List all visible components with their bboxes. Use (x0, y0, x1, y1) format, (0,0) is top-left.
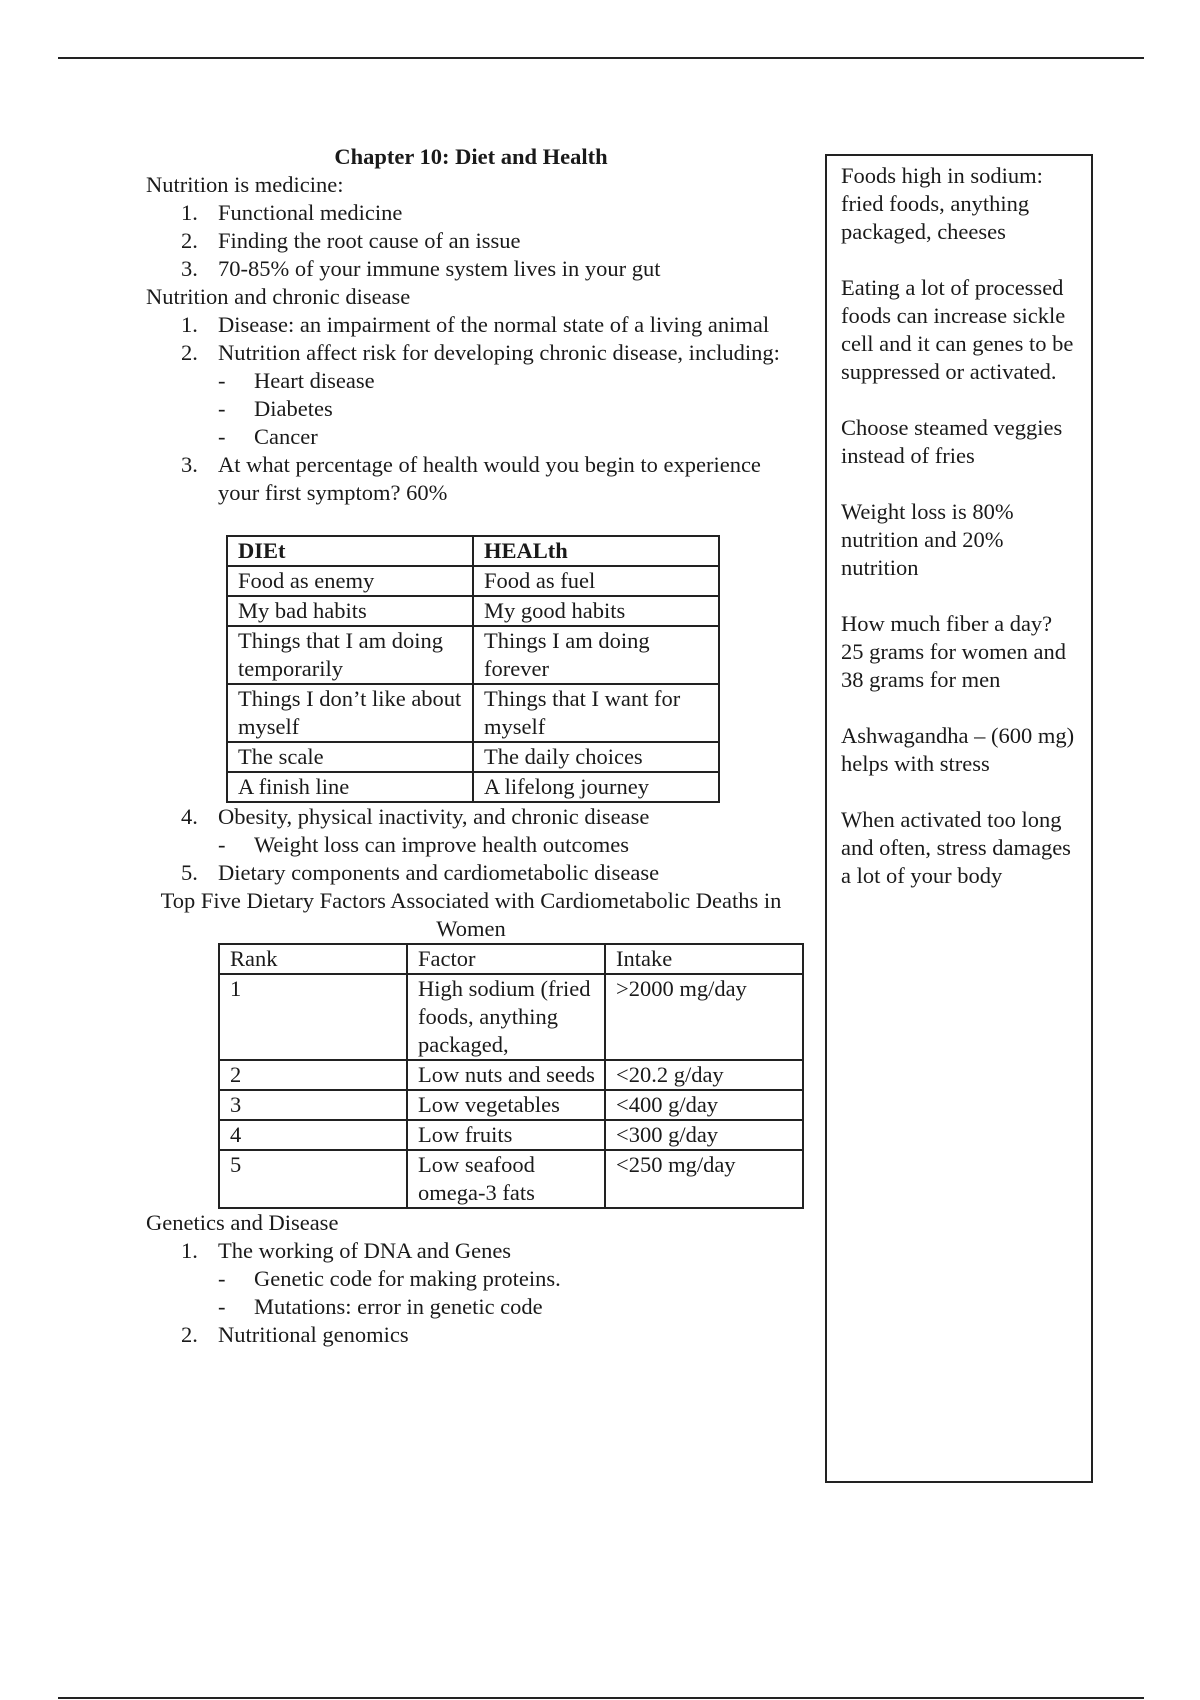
side-note: How much fiber a day? 25 grams for women and 38 grams for men (841, 611, 1066, 692)
table-cell: 2 (219, 1060, 407, 1090)
list-item: 3. 70-85% of your immune system lives in your gut (181, 256, 661, 281)
table-cell: Low seafood omega-3 fats (407, 1150, 605, 1208)
table-header-cell: Factor (407, 944, 605, 974)
list-item: 2. Nutritional genomics (181, 1322, 409, 1347)
bullet-item: - Weight loss can improve health outcomes (218, 832, 629, 857)
bullet-item: - Cancer (218, 424, 318, 449)
list-item: 3. At what percentage of health would you begin to experience your first symptom? 60% (181, 452, 761, 505)
diet-health-table (226, 535, 720, 803)
table-row (227, 596, 719, 626)
list-item: 2. Nutrition affect risk for developing chronic disease, including: (181, 340, 780, 365)
table-cell: A finish line (227, 772, 473, 802)
table-header-cell: DIEt (227, 536, 473, 566)
table-header-cell: Rank (219, 944, 407, 974)
table-header-cell: HEALth (473, 536, 719, 566)
list-item: 4. Obesity, physical inactivity, and chronic disease (181, 804, 650, 829)
table-cell: 3 (219, 1090, 407, 1120)
side-note: Ashwagandha – (600 mg) helps with stress (841, 723, 1075, 776)
table-cell: High sodium (fried foods, anything packaged, (407, 974, 605, 1060)
bullet-item: - Mutations: error in genetic code (218, 1294, 543, 1319)
table-cell: My good habits (473, 596, 719, 626)
table-row (227, 684, 719, 742)
table-cell: The scale (227, 742, 473, 772)
table-row (219, 1120, 803, 1150)
main-column (146, 143, 806, 1349)
list-item: 5. Dietary components and cardiometabolic disease (181, 860, 660, 885)
list-item: 2. Finding the root cause of an issue (181, 228, 521, 253)
bottom-rule (58, 1697, 1144, 1699)
table-cell: The daily choices (473, 742, 719, 772)
table-header-row (219, 944, 803, 974)
table-row (227, 772, 719, 802)
top-rule (58, 57, 1144, 59)
side-note: Choose steamed veggies instead of fries (841, 415, 1063, 468)
table-cell: <20.2 g/day (605, 1060, 803, 1090)
list-item: 1. Disease: an impairment of the normal state of a living animal (181, 312, 770, 337)
list-item: 1. Functional medicine (181, 200, 403, 225)
table-cell: <250 mg/day (605, 1150, 803, 1208)
table-cell: Low fruits (407, 1120, 605, 1150)
factors-table-title: Top Five Dietary Factors Associated with Cardiometabolic Deaths in Women (160, 888, 782, 941)
table-cell: >2000 mg/day (605, 974, 803, 1060)
bullet-item: - Diabetes (218, 396, 333, 421)
table-cell: Low nuts and seeds (407, 1060, 605, 1090)
genetics-heading: Genetics and Disease (146, 1210, 339, 1235)
table-row (219, 1060, 803, 1090)
table-cell: 1 (219, 974, 407, 1060)
side-note: Weight loss is 80% nutrition and 20% nutrition (841, 499, 1014, 580)
intro-heading: Nutrition is medicine: (146, 172, 344, 197)
page-title: Chapter 10: Diet and Health (334, 144, 608, 169)
table-cell: Things that I am doing temporarily (227, 626, 473, 684)
table-row (219, 974, 803, 1060)
bullet-item: - Genetic code for making proteins. (218, 1266, 561, 1291)
table-row (227, 626, 719, 684)
sidebar-notes-box (825, 154, 1093, 1483)
side-note: When activated too long and often, stress damages a lot of your body (841, 807, 1071, 888)
table-cell: 4 (219, 1120, 407, 1150)
table-row (219, 1090, 803, 1120)
table-cell: 5 (219, 1150, 407, 1208)
table-cell: Things that I want for myself (473, 684, 719, 742)
table-cell: <400 g/day (605, 1090, 803, 1120)
table-cell: Things I don’t like about myself (227, 684, 473, 742)
dietary-factors-table (218, 943, 804, 1209)
table-cell: Food as fuel (473, 566, 719, 596)
table-header-row (227, 536, 719, 566)
table-cell: Things I am doing forever (473, 626, 719, 684)
table-header-cell: Intake (605, 944, 803, 974)
table-row (219, 1150, 803, 1208)
side-note: Eating a lot of processed foods can increase sickle cell and it can genes to be suppressed or activated. (841, 275, 1074, 384)
table-row (227, 742, 719, 772)
side-note: Foods high in sodium: fried foods, anything packaged, cheeses (841, 163, 1043, 244)
list-item: 1. The working of DNA and Genes (181, 1238, 512, 1263)
table-row (227, 566, 719, 596)
table-cell: Low vegetables (407, 1090, 605, 1120)
table-cell: A lifelong journey (473, 772, 719, 802)
table-cell: <300 g/day (605, 1120, 803, 1150)
table-cell: My bad habits (227, 596, 473, 626)
bullet-item: - Heart disease (218, 368, 375, 393)
chronic-heading: Nutrition and chronic disease (146, 284, 411, 309)
table-cell: Food as enemy (227, 566, 473, 596)
